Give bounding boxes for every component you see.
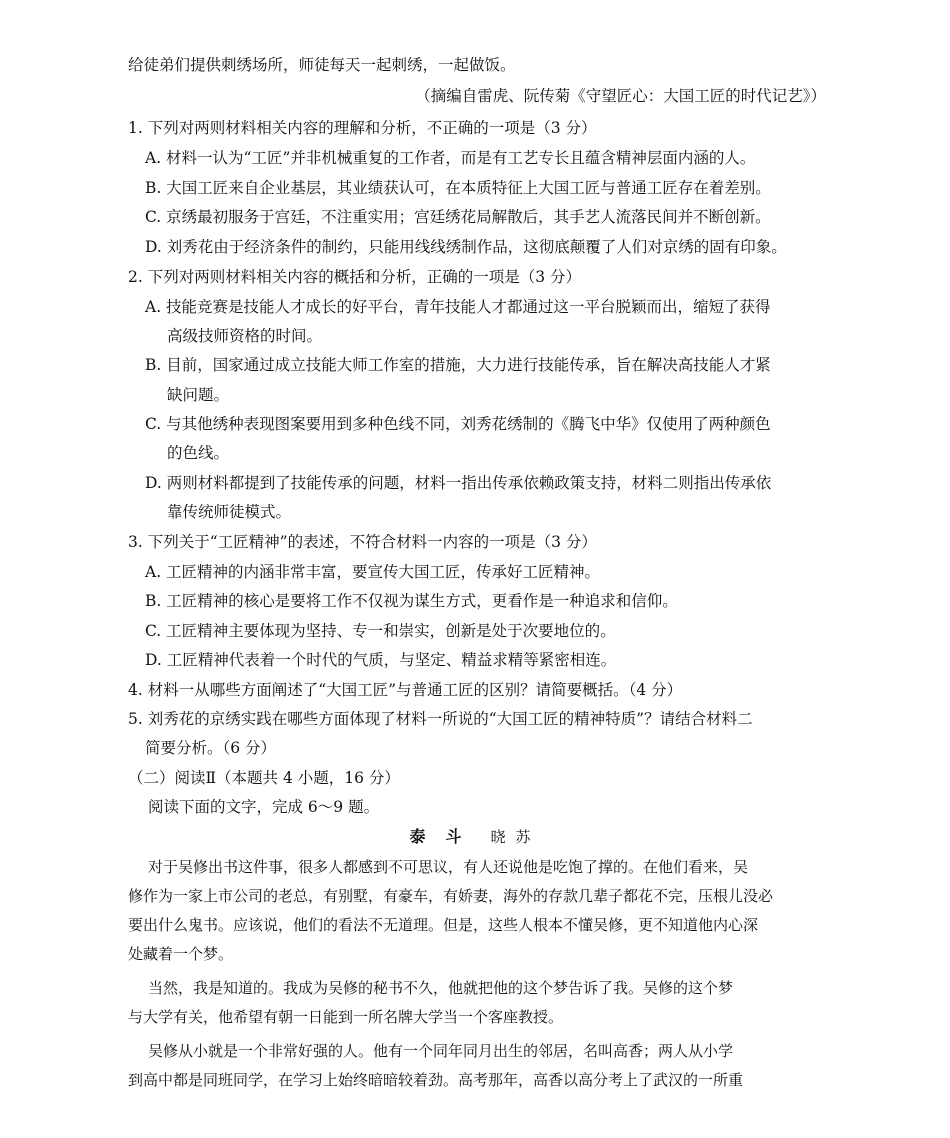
story-paragraph-1-line: 处藏着一个梦。 bbox=[128, 945, 234, 963]
story-paragraph-2-line: 与大学有关，他希望有朝一日能到一所名牌大学当一个客座教授。 bbox=[128, 1008, 564, 1026]
question-3-option-d: D. 工匠精神代表着一个时代的气质，与坚定、精益求精等紧密相连。 bbox=[145, 651, 617, 669]
story-paragraph-1: 对于吴修出书这件事，很多人都感到不可思议，有人还说他是吃饱了撑的。在他们看来，吴 bbox=[148, 858, 749, 876]
question-5: 5. 刘秀花的京绣实践在哪些方面体现了材料一所说的“大国工匠的精神特质”？请结合材料二 bbox=[128, 710, 753, 728]
question-2-option-d-cont: 靠传统师徒模式。 bbox=[167, 503, 292, 521]
story-title-line bbox=[0, 826, 950, 848]
text-line: 给徒弟们提供刺绣场所，师徒每天一起刺绣，一起做饭。 bbox=[128, 56, 516, 74]
question-1-option-b: B. 大国工匠来自企业基层，其业绩获认可，在本质特征上大国工匠与普通工匠存在着差别。 bbox=[145, 179, 771, 197]
story-title: 泰斗 bbox=[409, 827, 482, 846]
source-citation: （摘编自雷虎、阮传菊《守望匠心：大国工匠的时代记艺》） bbox=[415, 87, 826, 105]
story-paragraph-1-line: 要出什么鬼书。应该说，他们的看法不无道理。但是，这些人根本不懂吴修，更不知道他内心深 bbox=[128, 916, 759, 934]
question-3-option-a: A. 工匠精神的内涵非常丰富，要宣传大国工匠，传承好工匠精神。 bbox=[145, 563, 601, 581]
question-4: 4. 材料一从哪些方面阐述了“大国工匠”与普通工匠的区别？请简要概括。（4 分） bbox=[128, 681, 683, 699]
question-2-option-a-cont: 高级技师资格的时间。 bbox=[167, 327, 323, 345]
reading-instruction: 阅读下面的文字，完成 6～9 题。 bbox=[148, 798, 380, 816]
story-paragraph-1-line: 修作为一家上市公司的老总，有别墅，有豪车，有娇妻，海外的存款几辈子都花不完，压根儿没必 bbox=[128, 887, 774, 905]
question-1-option-c: C. 京绣最初服务于宫廷，不注重实用；宫廷绣花局解散后，其手艺人流落民间并不断创新。 bbox=[145, 208, 771, 226]
story-paragraph-3: 吴修从小就是一个非常好强的人。他有一个同年同月出生的邻居，名叫高香；两人从小学 bbox=[148, 1042, 734, 1060]
question-3-option-b: B. 工匠精神的核心是要将工作不仅视为谋生方式，更看作是一种追求和信仰。 bbox=[145, 592, 678, 610]
question-2-option-b: B. 目前，国家通过成立技能大师工作室的措施，大力进行技能传承，旨在解决高技能人才紧 bbox=[145, 356, 771, 374]
question-1-option-a: A. 材料一认为“工匠”并非机械重复的工作者，而是有工艺专长且蕴含精神层面内涵的人。 bbox=[145, 149, 756, 167]
question-2-option-b-cont: 缺问题。 bbox=[167, 386, 230, 404]
section-heading: （二）阅读Ⅱ（本题共 4 小题，16 分） bbox=[128, 769, 400, 787]
question-2-option-c: C. 与其他绣种表现图案要用到多种色线不同，刘秀花绣制的《腾飞中华》仅使用了两种颜色 bbox=[145, 415, 771, 433]
question-2-option-d: D. 两则材料都提到了技能传承的问题，材料一指出传承依赖政策支持，材料二则指出传承依 bbox=[145, 474, 772, 492]
question-1: 1. 下列对两则材料相关内容的理解和分析，不正确的一项是（3 分） bbox=[128, 119, 597, 137]
question-3: 3. 下列关于“工匠精神”的表述，不符合材料一内容的一项是（3 分） bbox=[128, 533, 597, 551]
question-2-option-c-cont: 的色线。 bbox=[167, 444, 230, 462]
question-2-option-a: A. 技能竞赛是技能人才成长的好平台，青年技能人才都通过这一平台脱颖而出，缩短了获得 bbox=[145, 298, 771, 316]
question-2: 2. 下列对两则材料相关内容的概括和分析，正确的一项是（3 分） bbox=[128, 268, 582, 286]
question-1-option-d: D. 刘秀花由于经济条件的制约，只能用线线绣制作品，这彻底颠覆了人们对京绣的固有印象。 bbox=[145, 238, 787, 256]
story-paragraph-2: 当然，我是知道的。我成为吴修的秘书不久，他就把他的这个梦告诉了我。吴修的这个梦 bbox=[148, 979, 734, 997]
question-5-cont: 简要分析。（6 分） bbox=[145, 739, 277, 757]
story-paragraph-3-line: 到高中都是同班同学，在学习上始终暗暗较着劲。高考那年，高香以高分考上了武汉的一所重 bbox=[128, 1071, 744, 1089]
story-author: 晓苏 bbox=[490, 828, 541, 846]
question-3-option-c: C. 工匠精神主要体现为坚持、专一和崇实，创新是处于次要地位的。 bbox=[145, 622, 616, 640]
